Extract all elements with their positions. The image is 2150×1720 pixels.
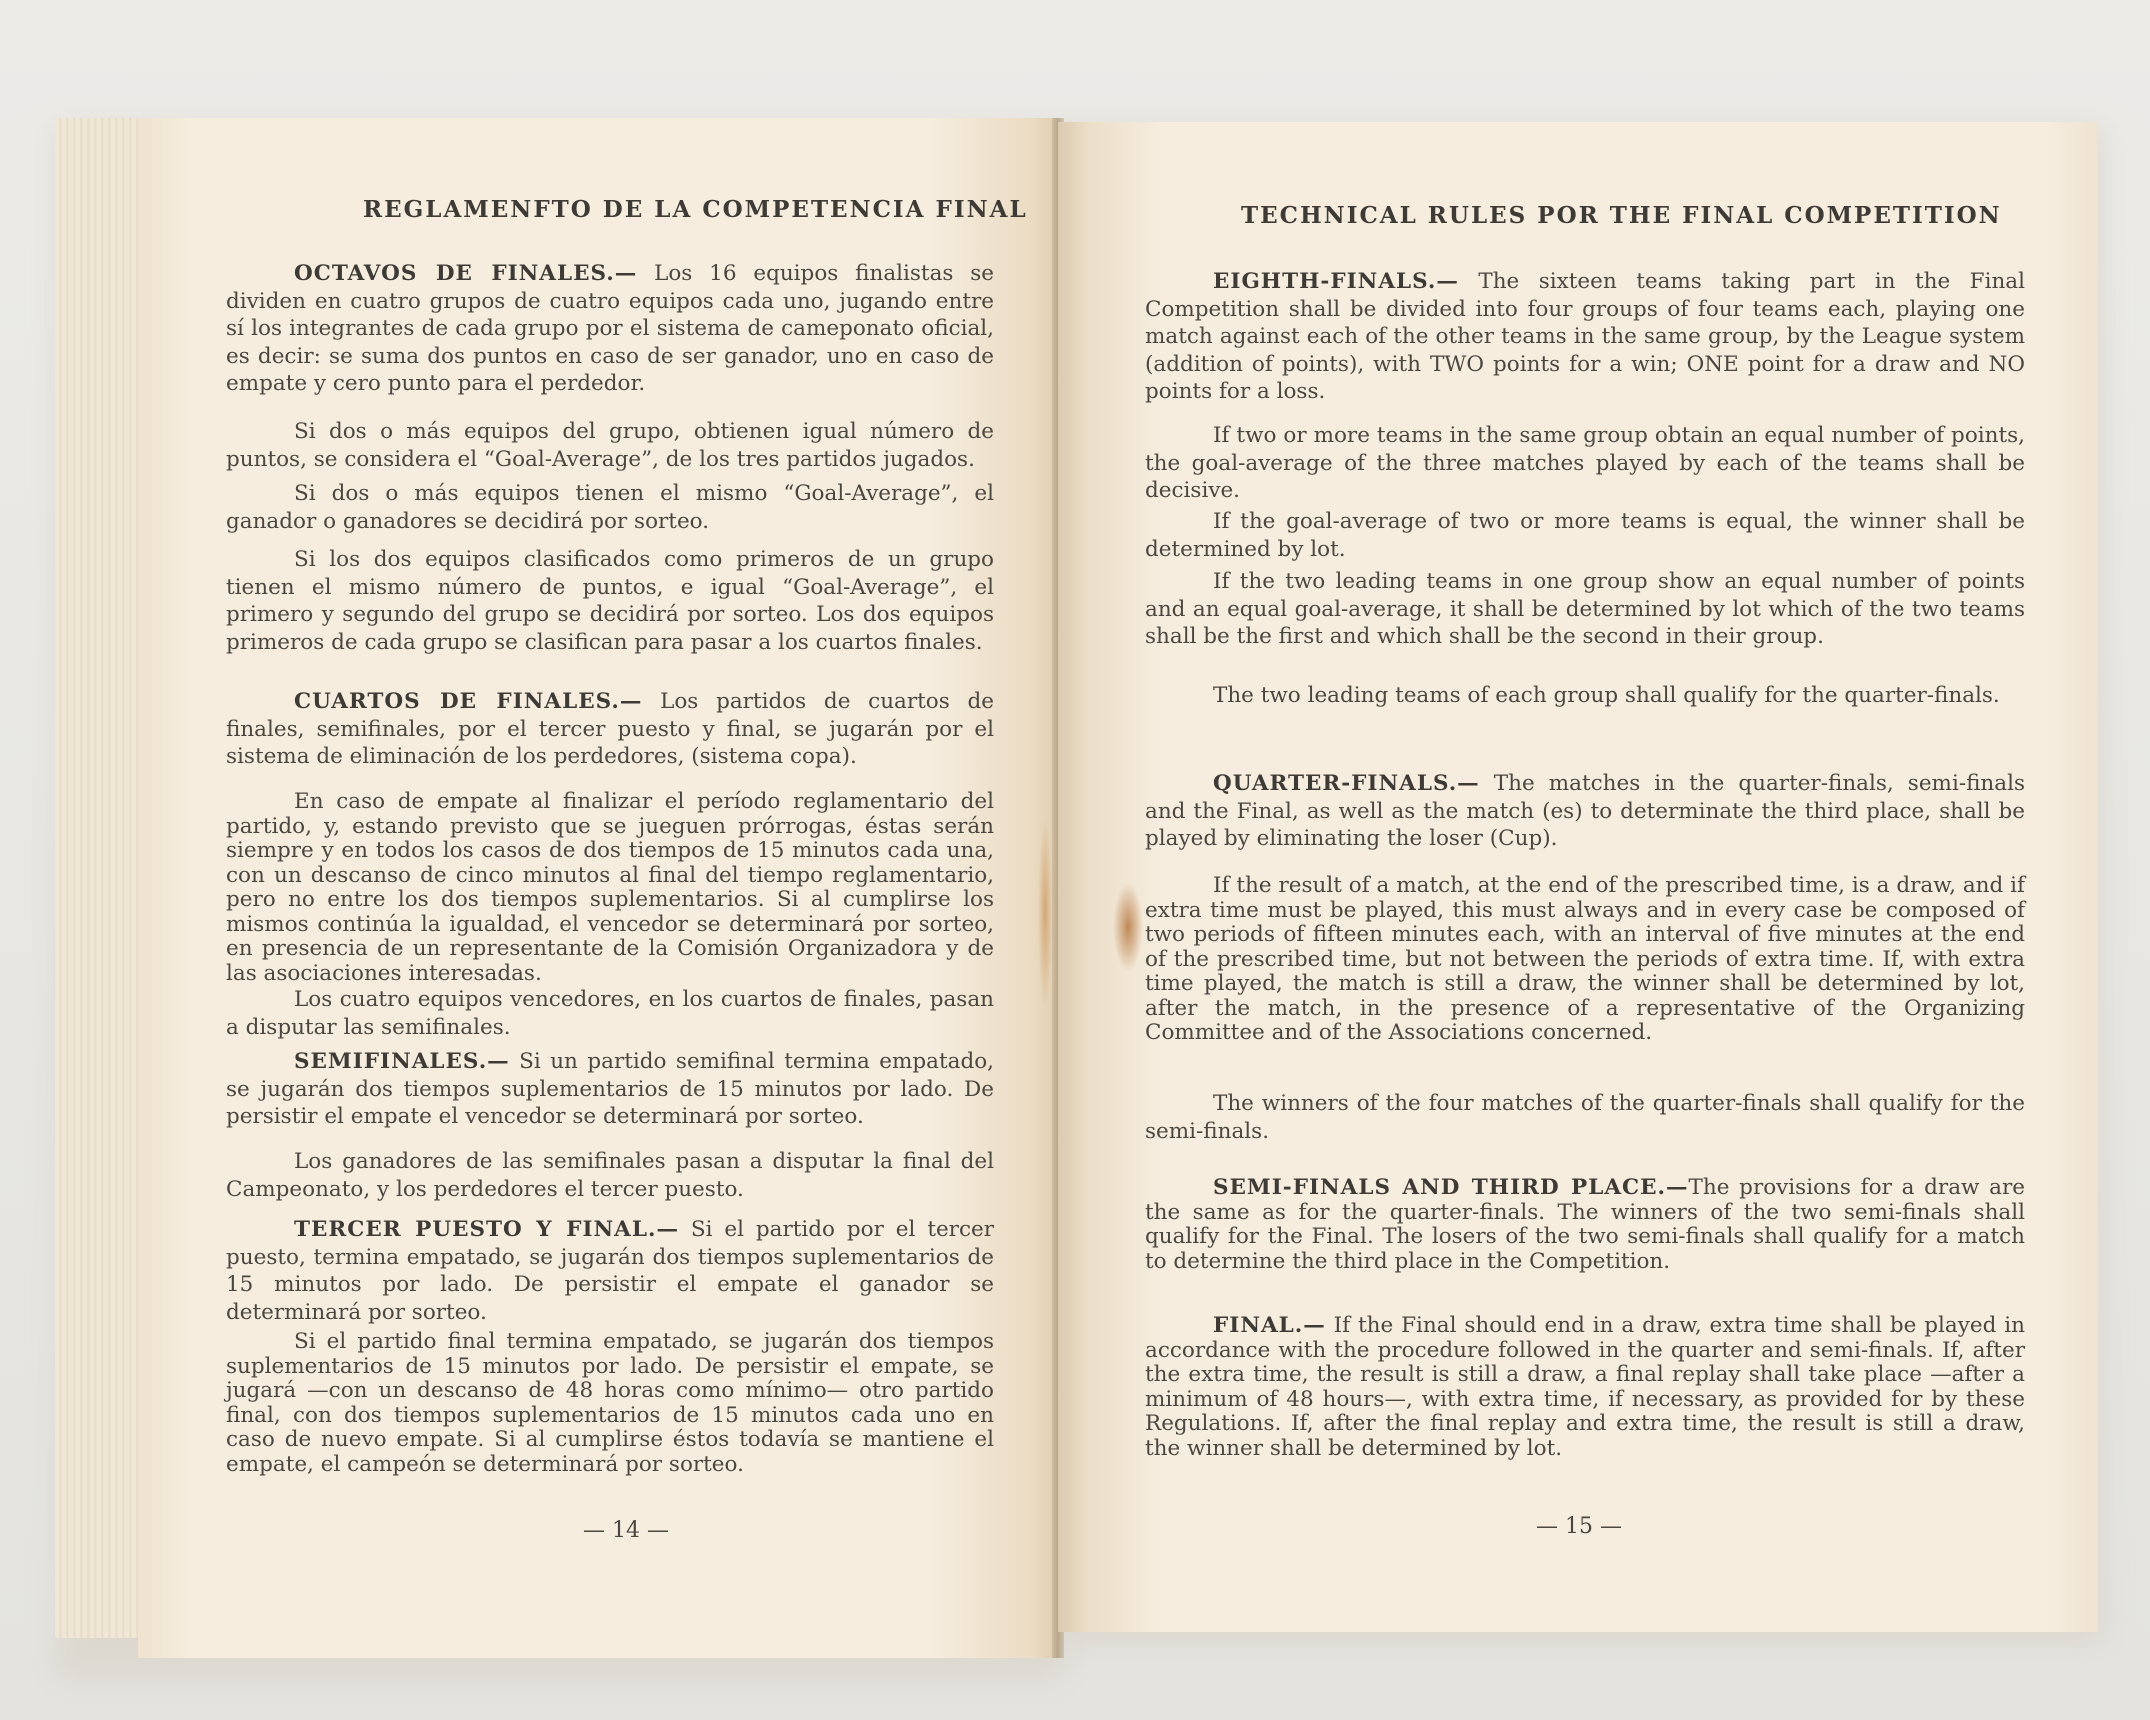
left-page (138, 118, 1058, 1658)
paragraph-text: En caso de empate al finalizar el período reglamentario del partido, y, estando previsto que se jueguen prórrogas, éstas serán siempre y en todos los casos de dos tiempos de 15 minutos cada una, con un descanso de cinco minutos al final del tiempo reglamentario, pero no entre los dos tiempos suplementarios. Si al cumplirse los mismos continúa la igualdad, el vencedor se determinará por sorteo, en presencia de un representante de la Comisión Organizadora y de las asociaciones interesadas. (226, 789, 994, 986)
paragraph-text: Los cuatro equipos vencedores, en los cuartos de finales, pasan a disputar las semifinales. (226, 987, 994, 1040)
left-paragraph-11 (226, 1330, 994, 1477)
right-paragraph-eighth-finals (1145, 268, 2025, 406)
left-paragraph-9 (226, 1148, 994, 1203)
right-page-number: — 15 — (1536, 1514, 1622, 1539)
left-paragraph-semifinales (226, 1048, 994, 1131)
right-page-heading: TECHNICAL RULES POR THE FINAL COMPETITION (1241, 202, 2002, 229)
paragraph-text: If the result of a match, at the end of the prescribed time, is a draw, and if extra time must be played, this must always and in every case be composed of two periods of fifteen minutes each, with an interval of five minutes at the end of the prescribed time, but not between the periods of extra time. If, with extra time played, the match is still a draw, the winner shall be determined by lot, after the match, in the presence of a representative of the Organizing Committee and of the Associations concerned. (1145, 873, 2025, 1045)
paragraph-text: Los ganadores de las semifinales pasan a disputar la final del Campeonato, y los perdedores el tercer puesto. (226, 1149, 994, 1202)
paragraph-lead: TERCER PUESTO Y FINAL.— (294, 1217, 679, 1242)
paragraph-text: Si dos o más equipos del grupo, obtienen igual número de puntos, se considera el “Goal-Average”, de los tres partidos jugados. (226, 419, 994, 472)
left-paragraph-cuartos (226, 688, 994, 771)
page-edge-stack (55, 118, 150, 1638)
paragraph-text: Si dos o más equipos tienen el mismo “Goal-Average”, el ganador o ganadores se decidirá por sorteo. (226, 481, 994, 534)
paragraph-lead: CUARTOS DE FINALES.— (294, 689, 643, 714)
paragraph-lead: EIGHTH-FINALS.— (1213, 269, 1459, 294)
right-paragraph-semi-finals (1145, 1176, 2025, 1274)
rust-stain (1038, 818, 1052, 1008)
paragraph-text: If the Final should end in a draw, extra time shall be played in accordance with the procedure followed in the quarter and semi-finals. If, after the extra time, the result is still a draw, a final replay shall take place —after a minimum of 48 hours—, with extra time, if necessary, as provided for by these Regulations. If, after the final replay and extra time, the result is still a draw, the winner shall be determined by lot. (1145, 1313, 2025, 1461)
paragraph-text: Si el partido final termina empatado, se jugarán dos tiempos suplementarios de 15 minutos por lado. De persistir el empate, se jugará —con un descanso de 48 horas como mínimo— otro partido final, con dos tiempos suplementarios de 15 minutos cada uno en caso de nuevo empate. Si al cumplirse éstos todavía se mantiene el empate, el campeón se determinará por sorteo. (226, 1329, 994, 1477)
paragraph-lead: SEMIFINALES.— (294, 1049, 510, 1074)
right-paragraph-quarter-finals (1145, 770, 2025, 853)
left-paragraph-octavos (226, 260, 994, 398)
paragraph-lead: FINAL.— (1213, 1313, 1326, 1338)
paragraph-text: Los 16 equipos finalistas se dividen en cuatro grupos de cuatro equipos cada uno, jugando entre sí los integrantes de cada grupo por el sistema de cameponato oficial, es decir: se suma dos puntos en caso de ser ganador, uno en caso de empate y cero punto para el perdedor. (226, 261, 995, 396)
right-paragraph-5 (1145, 682, 2025, 710)
right-paragraph-8 (1145, 1090, 2025, 1145)
right-paragraph-3 (1145, 508, 2025, 563)
paragraph-text: Si un partido semifinal termina empatado, se jugarán dos tiempos suplementarios de 15 minutos por lado. De persistir el empate el vencedor se determinará por sorteo. (226, 1049, 994, 1129)
right-paragraph-final (1145, 1314, 2025, 1461)
rust-stain (1113, 882, 1143, 972)
right-paragraph-4 (1145, 568, 2025, 651)
paragraph-text: Los partidos de cuartos de finales, semifinales, por el tercer puesto y final, se jugarán por el sistema de eliminación de los perdedores, (sistema copa). (226, 689, 994, 769)
paragraph-lead: OCTAVOS DE FINALES.— (294, 261, 638, 286)
left-paragraph-6 (226, 790, 994, 986)
left-paragraph-4 (226, 546, 994, 656)
paragraph-lead: SEMI-FINALS AND THIRD PLACE.— (1213, 1175, 1689, 1200)
left-paragraph-tercer-puesto (226, 1216, 994, 1326)
paragraph-text: The provisions for a draw are the same as for the quarter-finals. The winners of the two semi-finals shall qualify for the Final. The losers of the two semi-finals shall qualify for a match to determine the third place in the Competition. (1145, 1175, 2025, 1274)
left-paragraph-3 (226, 480, 994, 535)
right-paragraph-2 (1145, 422, 2025, 505)
paragraph-text: The sixteen teams taking part in the Final Competition shall be divided into four groups of four teams each, playing one match against each of the other teams in the same group, by the League system (addition of points), with TWO points for a win; ONE point for a draw and NO points for a loss. (1145, 269, 2025, 404)
left-paragraph-2 (226, 418, 994, 473)
paragraph-text: If two or more teams in the same group obtain an equal number of points, the goal-average of the three matches played by each of the teams shall be decisive. (1145, 423, 2025, 503)
right-paragraph-7 (1145, 874, 2025, 1046)
paragraph-text: The two leading teams of each group shall qualify for the quarter-finals. (1213, 683, 2000, 708)
left-page-heading: REGLAMENFTO DE LA COMPETENCIA FINAL (363, 196, 1028, 223)
paragraph-text: If the goal-average of two or more teams is equal, the winner shall be determined by lot. (1145, 509, 2025, 562)
paragraph-text: The matches in the quarter-finals, semi-finals and the Final, as well as the match (es) to determinate the third place, shall be played by eliminating the loser (Cup). (1145, 771, 2025, 851)
left-page-number: — 14 — (583, 1518, 669, 1543)
right-page (1058, 122, 2098, 1632)
paragraph-text: Si los dos equipos clasificados como primeros de un grupo tienen el mismo número de puntos, e igual “Goal-Average”, el primero y segundo del grupo se decidirá por sorteo. Los dos equipos primeros de cada grupo se clasifican para pasar a los cuartos finales. (226, 547, 994, 655)
left-paragraph-7 (226, 986, 994, 1041)
paragraph-lead: QUARTER-FINALS.— (1213, 771, 1480, 796)
paragraph-text: Si el partido por el tercer puesto, termina empatado, se jugarán dos tiempos suplementarios de 15 minutos por lado. De persistir el empate el ganador se determinará por sorteo. (226, 1217, 995, 1325)
paragraph-text: The winners of the four matches of the quarter-finals shall qualify for the semi-finals. (1145, 1091, 2025, 1144)
paragraph-text: If the two leading teams in one group show an equal number of points and an equal goal-average, it shall be determined by lot which of the two teams shall be the first and which shall be the second in their group. (1145, 569, 2025, 649)
